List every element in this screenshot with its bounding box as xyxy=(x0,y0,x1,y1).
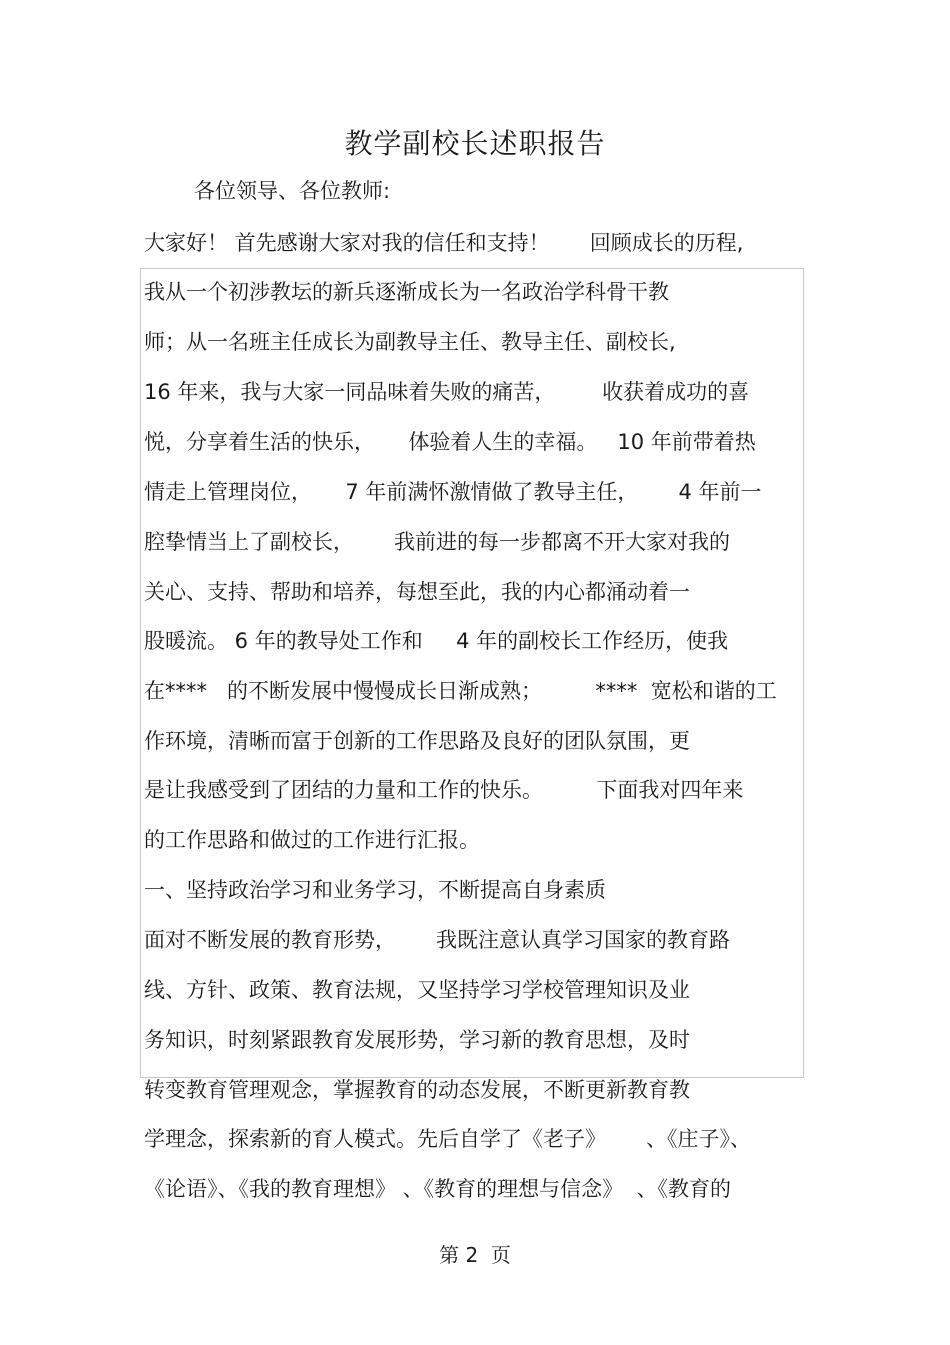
body-line-16: 线、方针、政策、教育法规，又坚持学习学校管理知识及业 xyxy=(144,978,690,1002)
body-line-5: 悦，分享着生活的快乐， 体验着人生的幸福。 10 年前带着热 xyxy=(144,430,756,454)
body-line-4: 16 年来，我与大家一同品味着失败的痛苦， 收获着成功的喜 xyxy=(144,380,750,404)
body-line-17: 务知识，时刻紧跟教育发展形势，学习新的教育思想，及时 xyxy=(144,1028,690,1052)
body-line-15: 面对不断发展的教育形势， 我既注意认真学习国家的教育路 xyxy=(144,928,731,952)
body-line-7: 腔挚情当上了副校长， 我前进的每一步都离不开大家对我的 xyxy=(144,530,731,554)
body-line-11: 作环境，清晰而富于创新的工作思路及良好的团队氛围，更 xyxy=(144,729,690,753)
body-line-18: 转变教育管理观念，掌握教育的动态发展，不断更新教育教 xyxy=(144,1078,690,1102)
body-line-6: 情走上管理岗位， 7 年前满怀激情做了教导主任， 4 年前一 xyxy=(144,480,762,504)
body-line-3: 师；从一名班主任成长为副教导主任、教导主任、副校长, xyxy=(144,330,676,354)
body-line-19: 学理念，探索新的育人模式。先后自学了《老子》 、《庄子》、 xyxy=(144,1127,752,1151)
body-line-10: 在**** 的不断发展中慢慢成长日渐成熟； **** 宽松和谐的工 xyxy=(144,679,777,703)
document-title: 教学副校长述职报告 xyxy=(344,127,606,160)
body-line-2: 我从一个初涉教坛的新兵逐渐成长为一名政治学科骨干教 xyxy=(144,280,669,304)
body-line-1: 大家好！ 首先感谢大家对我的信任和支持！ 回顾成长的历程, xyxy=(144,231,744,255)
body-line-20: 《论语》、《我的教育理想》 、《教育的理想与信念》 、《教育的 xyxy=(144,1177,732,1201)
greeting-line: 各位领导、各位教师: xyxy=(194,179,391,203)
page-number-footer: 第 2 页 xyxy=(439,1243,511,1267)
section-heading-1: 一、坚持政治学习和业务学习，不断提高自身素质 xyxy=(144,878,606,902)
body-line-8: 关心、支持、帮助和培养，每想至此，我的内心都涌动着一 xyxy=(144,580,690,604)
body-line-12: 是让我感受到了团结的力量和工作的快乐。 下面我对四年来 xyxy=(144,778,744,802)
body-line-13: 的工作思路和做过的工作进行汇报。 xyxy=(144,828,480,852)
body-line-9: 股暖流。 6 年的教导处工作和 4 年的副校长工作经历，使我 xyxy=(144,629,729,653)
